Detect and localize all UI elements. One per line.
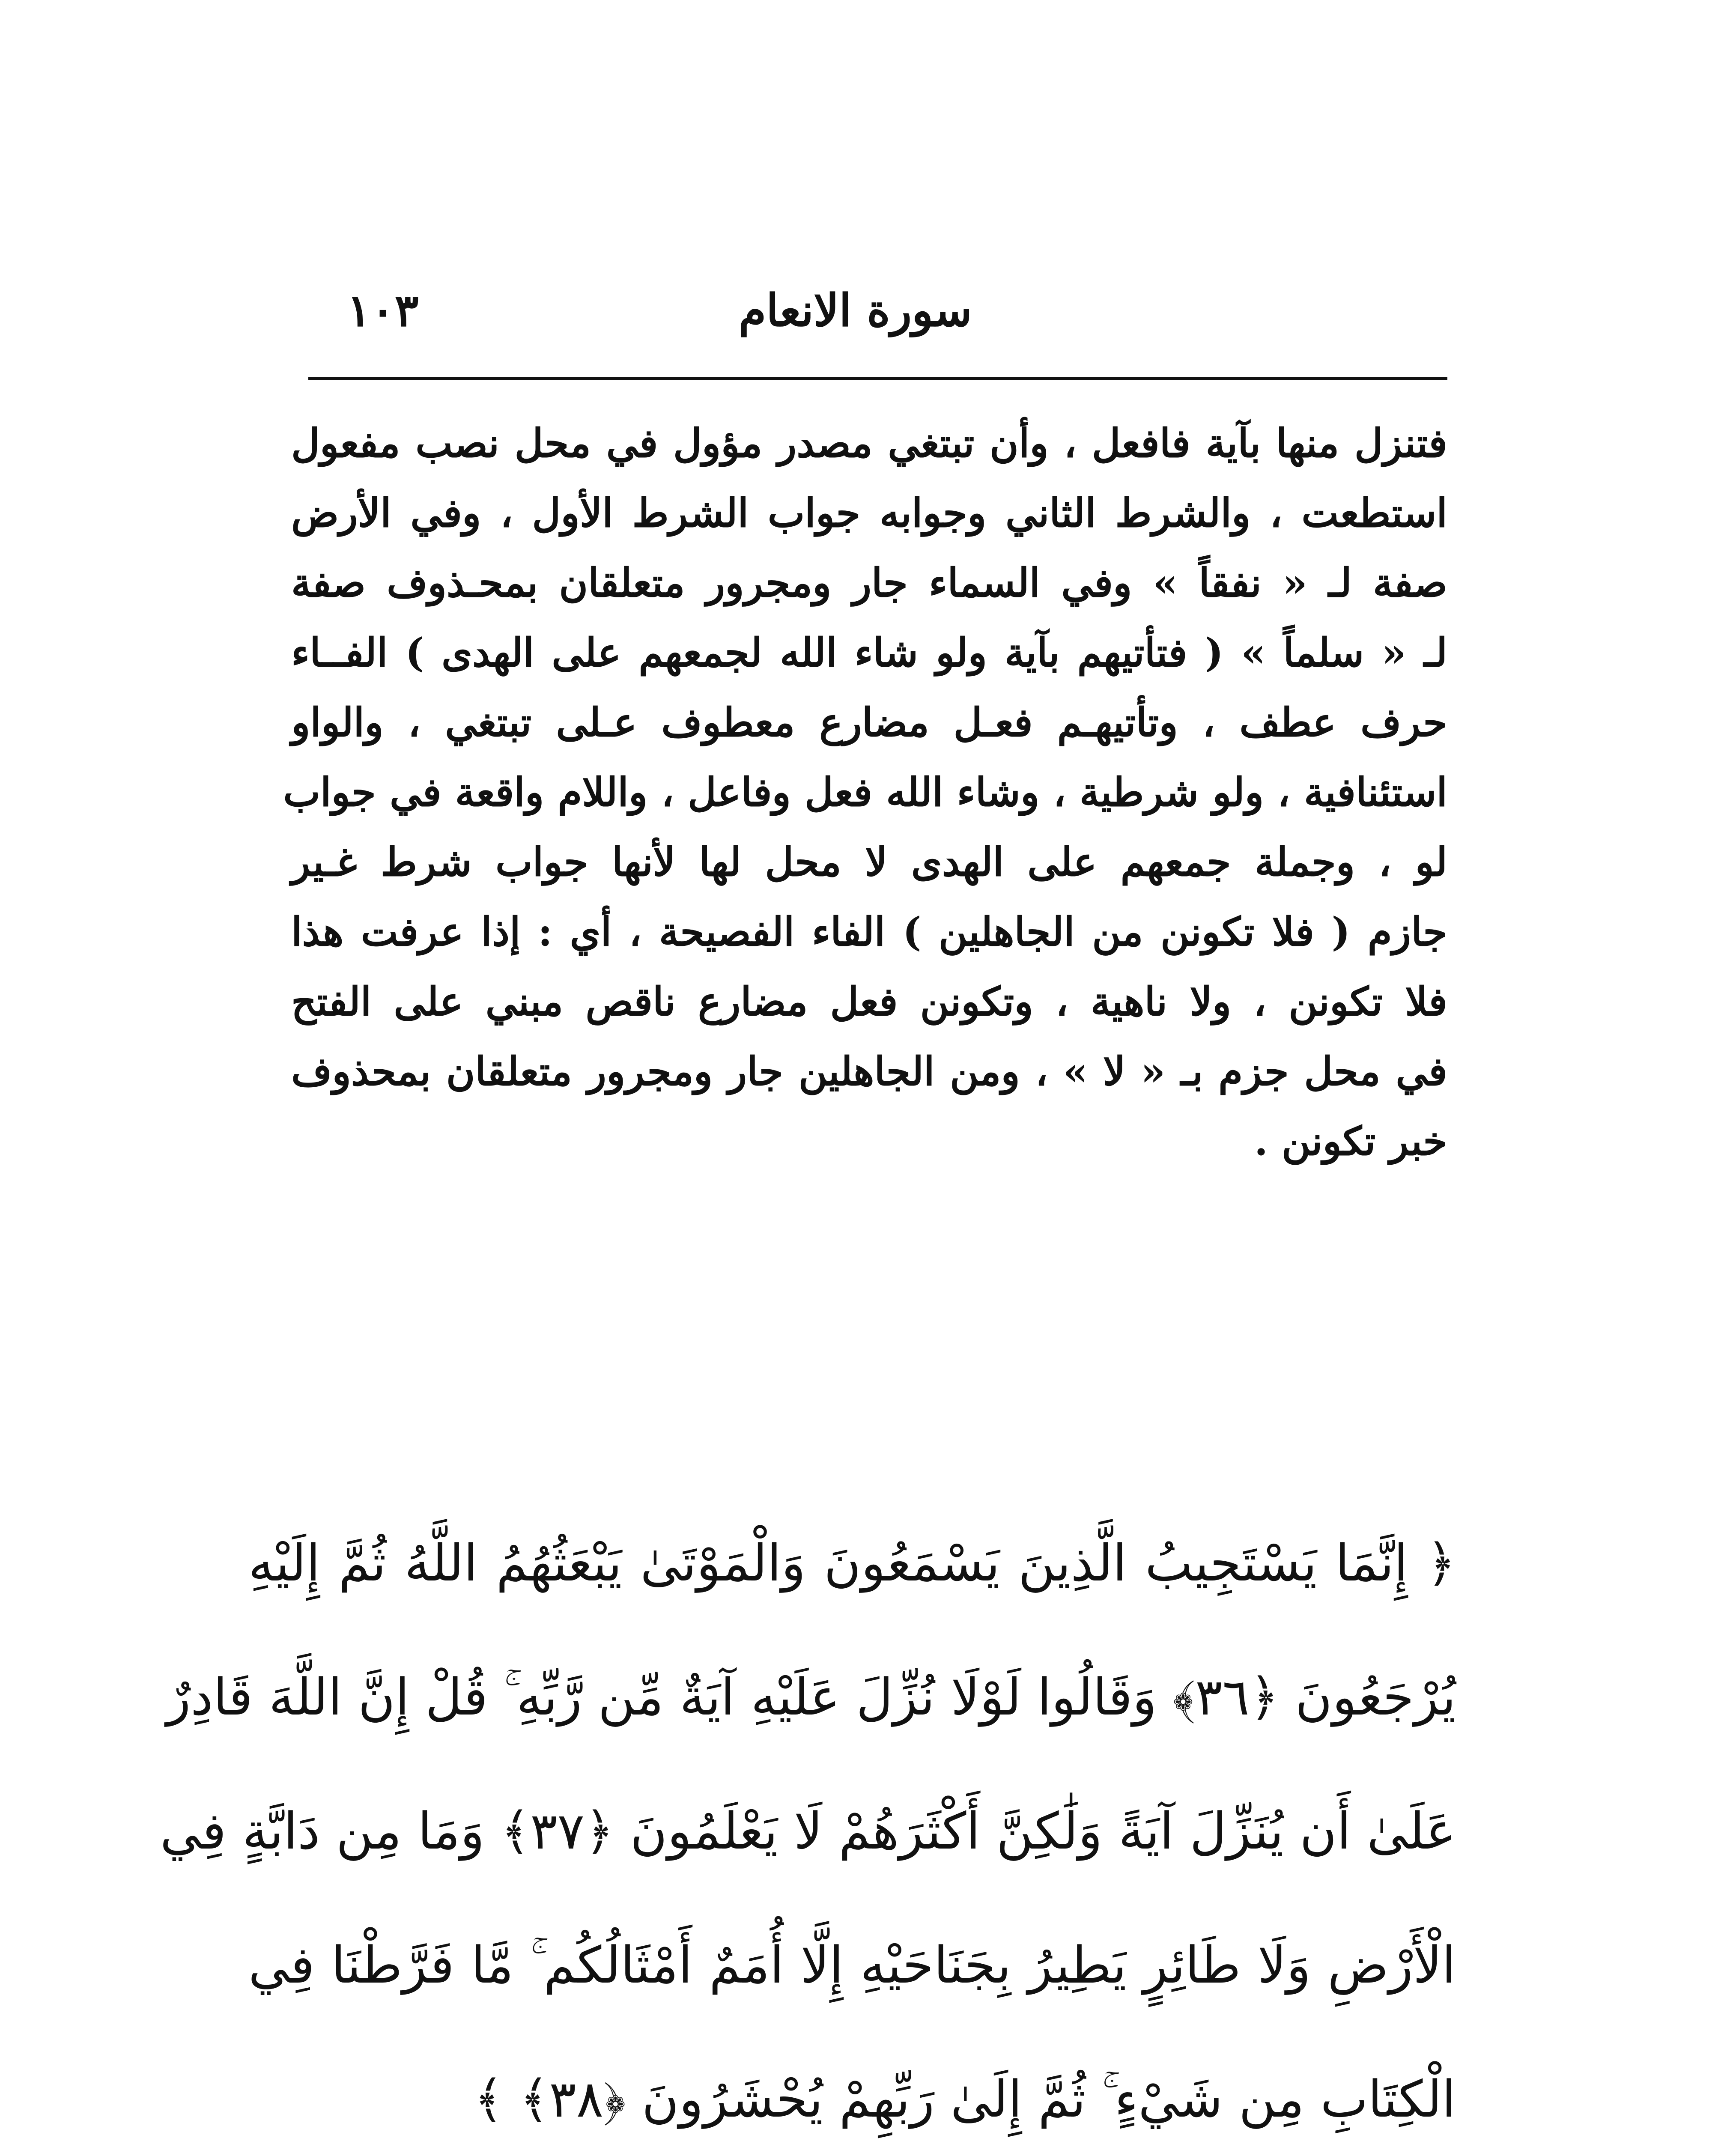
commentary-line: لـ « سلماً » ( فتأتيهم بآية ولو شاء الله لجمعهم على الهدى ) الفــاء: [291, 629, 1447, 676]
verse-line: ﴿ إِنَّمَا يَسْتَجِيبُ الَّذِينَ يَسْمَعُونَ وَالْمَوْتَىٰ يَبْعَثُهُمُ اللَّهُ ثُمَّ إِلَيْهِ: [248, 1533, 1456, 1592]
verse-line: يُرْجَعُونَ ﴿٣٦﴾ وَقَالُوا لَوْلَا نُزِّلَ عَلَيْهِ آيَةٌ مِّن رَّبِّهِ ۚ قُلْ إِنَّ اللَّهَ قَادِرٌ: [166, 1667, 1456, 1727]
commentary-line: صفة لـ « نفقاً » وفي السماء جار ومجرور متعلقان بمحـذوف صفة: [291, 560, 1447, 606]
commentary-line: فلا تكونن ، ولا ناهية ، وتكونن فعل مضارع ناقص مبني على الفتح: [291, 978, 1447, 1025]
commentary-line: حرف عطف ، وتأتيهـم فعـل مضارع معطوف عـلى تبتغي ، والواو: [291, 699, 1447, 745]
commentary-line: استطعت ، والشرط الثاني وجوابه جواب الشرط الأول ، وفي الأرض: [291, 490, 1447, 536]
verse-line: عَلَىٰ أَن يُنَزِّلَ آيَةً وَلَٰكِنَّ أَكْثَرَهُمْ لَا يَعْلَمُونَ ﴿٣٧﴾ وَمَا مِن دَابَّةٍ فِي: [160, 1801, 1456, 1861]
header-divider: [308, 377, 1447, 380]
commentary-line: في محل جزم بـ « لا » ، ومن الجاهلين جار ومجرور متعلقان بمحذوف: [291, 1048, 1447, 1094]
page-number: ١٠٣: [347, 284, 419, 337]
commentary-line: جازم ( فلا تكونن من الجاهلين ) الفاء الفصيحة ، أي : إذا عرفت هذا: [291, 909, 1447, 955]
commentary-line: فتنزل منها بآية فافعل ، وأن تبتغي مصدر مؤول في محل نصب مفعول: [291, 420, 1447, 466]
surah-title: سورة الانعام: [738, 284, 972, 337]
quran-verses-block: [160, 1512, 1456, 2141]
page-header: [308, 274, 1447, 347]
commentary-line: استئنافية ، ولو شرطية ، وشاء الله فعل وفاعل ، واللام واقعة في جواب: [283, 769, 1447, 815]
verse-line: الْأَرْضِ وَلَا طَائِرٍ يَطِيرُ بِجَنَاحَيْهِ إِلَّا أُمَمٌ أَمْثَالُكُم ۚ مَّا فَرَّطْنَا فِي: [248, 1935, 1456, 1995]
verse-line: الْكِتَابِ مِن شَيْءٍ ۚ ثُمَّ إِلَىٰ رَبِّهِمْ يُحْشَرُونَ ﴿٣٨﴾ ﴾: [474, 2069, 1456, 2129]
commentary-line: لو ، وجملة جمعهم على الهدى لا محل لها لأنها جواب شرط غـير: [291, 839, 1447, 885]
commentary-line: خبر تكونن .: [1254, 1118, 1447, 1164]
commentary-block: [283, 411, 1447, 1179]
